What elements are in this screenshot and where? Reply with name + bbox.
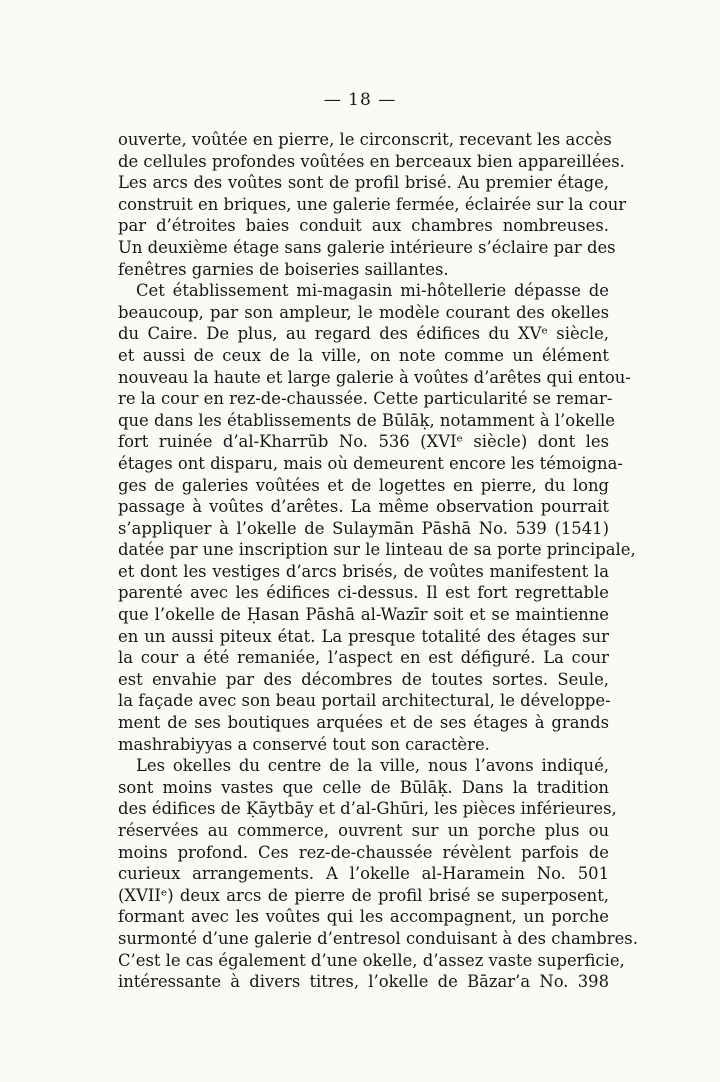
text-line: passage à voûtes d’arêtes. La même observation pourrait [118, 497, 609, 517]
text-line: Les okelles du centre de la ville, nous l’avons indiqué, [136, 756, 609, 776]
text-line: des édifices de Ḳāytbāy et d’al-Ghūri, les pièces inférieures, [118, 799, 617, 819]
text-line: que l’okelle de Ḥasan Pāshā al-Wazīr soit et se maintienne [118, 605, 609, 625]
text-line: sont moins vastes que celle de Būlāḳ. Dans la tradition [118, 777, 609, 797]
text-line: Cet établissement mi-magasin mi-hôtellerie dépasse de [136, 281, 609, 301]
text-line: en un aussi piteux état. La presque totalité des étages sur [118, 626, 609, 646]
text-line: parenté avec les édifices ci-dessus. Il est fort regrettable [118, 583, 609, 603]
text-line: mashrabiyyas a conservé tout son caractère. [118, 734, 490, 754]
body-text [118, 129, 638, 993]
text-line: la façade avec son beau portail architectural, le développe- [118, 691, 611, 711]
text-line: et dont les vestiges d’arcs brisés, de voûtes manifestent la [118, 561, 609, 581]
text-line: et aussi de ceux de la ville, on note comme un élément [118, 345, 609, 365]
text-line: la cour a été remaniée, l’aspect en est défiguré. La cour [118, 648, 609, 668]
text-line: fort ruinée d’al-Kharrūb No. 536 (XVIᵉ siècle) dont les [118, 432, 609, 452]
text-line: intéressante à divers titres, l’okelle de Bāzar’a No. 398 [118, 972, 609, 992]
text-line: est envahie par des décombres de toutes sortes. Seule, [118, 669, 609, 689]
text-line: ges de galeries voûtées et de logettes en pierre, du long [118, 475, 609, 495]
text-line: re la cour en rez-de-chaussée. Cette particularité se remar- [118, 389, 613, 409]
text-line: étages ont disparu, mais où demeurent encore les témoigna- [118, 453, 623, 473]
text-line: C’est le cas également d’une okelle, d’assez vaste superficie, [118, 950, 625, 970]
text-line: beaucoup, par son ampleur, le modèle courant des okelles [118, 302, 609, 322]
text-line: (XVIIᵉ) deux arcs de pierre de profil brisé se superposent, [118, 885, 609, 905]
text-line: surmonté d’une galerie d’entresol conduisant à des chambres. [118, 928, 638, 948]
text-line: formant avec les voûtes qui les accompagnent, un porche [118, 907, 609, 927]
text-line: s’appliquer à l’okelle de Sulaymān Pāshā No. 539 (1541) [118, 518, 609, 538]
text-line: par d’étroites baies conduit aux chambres nombreuses. [118, 216, 609, 236]
text-line: réservées au commerce, ouvrent sur un porche plus ou [118, 821, 609, 840]
text-line: fenêtres garnies de boiseries saillantes. [118, 259, 449, 279]
text-line: nouveau la haute et large galerie à voûtes d’arêtes qui entou- [118, 367, 631, 387]
text-line: du Caire. De plus, au regard des édifices du XVᵉ siècle, [118, 324, 609, 344]
text-line: curieux arrangements. A l’okelle al-Haramein No. 501 [118, 864, 609, 884]
text-line: ment de ses boutiques arquées et de ses étages à grands [118, 713, 609, 733]
text-line: datée par une inscription sur le linteau de sa porte principale, [118, 540, 636, 560]
page-number: — 18 — [323, 90, 397, 110]
text-line: Un deuxième étage sans galerie intérieure s’éclaire par des [118, 237, 616, 257]
text-line: Les arcs des voûtes sont de profil brisé. Au premier étage, [118, 173, 609, 193]
text-line: ouverte, voûtée en pierre, le circonscrit, recevant les accès [118, 130, 612, 149]
text-line: que dans les établissements de Būlāḳ, notamment à l’okelle [118, 410, 615, 430]
text-line: de cellules profondes voûtées en berceaux bien appareillées. [118, 151, 625, 171]
text-line: construit en briques, une galerie fermée, éclairée sur la cour [118, 194, 627, 214]
text-line: moins profond. Ces rez-de-chaussée révèlent parfois de [118, 842, 609, 862]
